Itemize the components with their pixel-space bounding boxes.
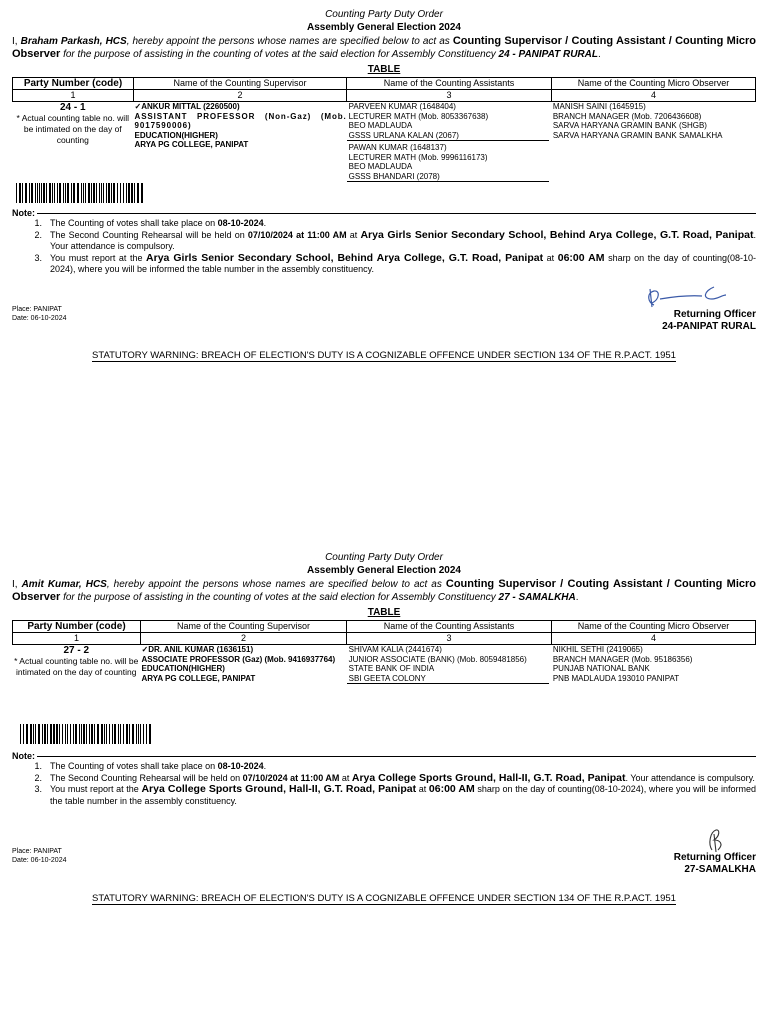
barcode-bar <box>35 724 36 744</box>
barcode-bar <box>89 724 90 744</box>
note-time: 06:00 AM <box>428 783 475 795</box>
note-number: 2. <box>34 229 42 240</box>
assistant-department: BEO MADLAUDA <box>348 121 413 130</box>
note-datetime: 07/10/2024 at 11:00 AM <box>247 229 347 240</box>
barcode-bar <box>86 724 87 744</box>
roles: Counting Supervisor / Couting Assistant / Counting Micro Observer <box>12 35 757 60</box>
duty-order-2 <box>12 552 756 912</box>
barcode-bar <box>138 724 139 744</box>
barcode-bar <box>88 183 90 203</box>
barcode-bar <box>33 724 34 744</box>
col-number: 1 <box>12 632 141 645</box>
table-number-row <box>12 89 756 102</box>
col-number: 4 <box>551 632 756 645</box>
assistant-entry <box>347 102 549 141</box>
barcode-bar <box>123 724 124 744</box>
order-subtitle: Assembly General Election 2024 <box>307 565 461 576</box>
observer-department: SARVA HARYANA GRAMIN BANK (SHGB) <box>552 121 707 130</box>
party-note: * Actual counting table no. will be intimated on the day of counting <box>14 656 139 677</box>
barcode-bar <box>146 724 147 744</box>
note-date: 08-10-2024 <box>217 761 264 771</box>
barcode-bar <box>126 724 128 744</box>
barcode-bar <box>65 183 66 203</box>
barcode-bar <box>49 183 51 203</box>
notes-list <box>12 218 756 276</box>
observer-name: NIKHIL SETHI (2419065) <box>552 645 643 654</box>
barcode-bar <box>104 724 105 744</box>
duty-order-1 <box>12 9 756 369</box>
date-text: Date: 06-10-2024 <box>12 856 67 864</box>
barcode-bar <box>39 183 40 203</box>
barcode-bar <box>30 724 32 744</box>
observer-office: SARVA HARYANA GRAMIN BANK SAMALKHA <box>552 130 723 140</box>
barcode-bar <box>85 183 86 203</box>
barcode-bar <box>47 724 48 744</box>
barcode-bar <box>37 183 38 203</box>
barcode-bar <box>44 724 46 744</box>
ro-title: Returning Officer <box>673 852 756 863</box>
note-venue: Arya College Sports Ground, Hall-II, G.T. Road, Panipat <box>141 783 417 795</box>
note-fragment: at <box>416 784 429 794</box>
barcode-bar <box>128 183 130 203</box>
supervisor-department: EDUCATION(HIGHER) <box>141 664 225 673</box>
barcode-bar <box>70 724 71 744</box>
assistant-designation: LECTURER MATH (Mob. 9996116173) <box>348 152 488 162</box>
barcode-bar <box>141 183 143 203</box>
note-fragment: at <box>339 772 352 783</box>
note-label: Note: <box>12 751 35 761</box>
barcode-bar <box>73 724 74 744</box>
observer-designation: BRANCH MANAGER (Mob. 7206436608) <box>552 111 702 121</box>
col-number: 1 <box>12 89 134 102</box>
barcode-bar <box>112 724 113 744</box>
header-micro-observer: Name of the Counting Micro Observer <box>551 77 756 90</box>
barcode-bar <box>111 183 112 203</box>
barcode-bar <box>79 724 80 744</box>
barcode-bar <box>120 724 121 744</box>
note-number: 3. <box>34 784 42 794</box>
table-row <box>12 645 756 684</box>
barcode-bar <box>26 724 28 744</box>
note-fragment: The Counting of votes shall take place on <box>50 218 218 228</box>
barcode-bar <box>59 724 60 744</box>
barcode-bar <box>54 183 55 203</box>
note-fragment: You must report at the <box>50 784 142 794</box>
constituency: 24 - PANIPAT RURAL <box>498 49 598 60</box>
note-text <box>50 230 756 253</box>
barcode-bar <box>106 724 107 744</box>
barcode-bar <box>109 724 110 744</box>
barcode-bar <box>137 183 139 203</box>
barcode-bar <box>23 724 24 744</box>
barcode-bar <box>101 183 102 203</box>
notes-list <box>12 761 756 807</box>
table-caption: TABLE <box>367 607 401 618</box>
barcode-bar <box>31 183 33 203</box>
barcode-bar <box>129 724 130 744</box>
note-divider <box>37 756 756 757</box>
note-divider <box>37 213 756 214</box>
barcode-bar <box>91 724 93 744</box>
ro-title: Returning Officer <box>673 309 756 320</box>
note-fragment: You must report at the <box>50 252 147 263</box>
barcode-bar <box>52 183 53 203</box>
barcode-bar <box>134 183 135 203</box>
note-item <box>12 253 756 276</box>
header-assistants: Name of the Counting Assistants <box>346 77 552 90</box>
barcode-bar <box>108 183 110 203</box>
ro-constituency: 24-PANIPAT RURAL <box>662 321 756 332</box>
date-text: Date: 06-10-2024 <box>12 314 67 322</box>
barcode-bar <box>149 724 151 744</box>
barcode-bar <box>25 183 27 203</box>
header-party-number: Party Number (code) <box>12 77 134 90</box>
note-text <box>50 253 756 276</box>
barcode-bar <box>136 724 137 744</box>
supervisor-office: ARYA PG COLLEGE, PANIPAT <box>134 140 249 149</box>
barcode-bar <box>140 724 141 744</box>
party-cell <box>12 102 134 182</box>
warning-text: STATUTORY WARNING: BREACH OF ELECTION'S DUTY IS A COGNIZABLE OFFENCE UNDER SECTION 134 OF THE R.P.ACT. 1951 <box>92 350 676 361</box>
assistant-name: SHIVAM KALIA (2441674) <box>348 645 442 654</box>
assistant-office: GSSS URLANA KALAN (2067) <box>348 130 459 140</box>
notes-section <box>12 751 756 807</box>
party-note: * Actual counting table no. will be intimated on the day of counting <box>16 113 129 145</box>
observer-cell <box>551 102 756 182</box>
barcode-bar <box>38 724 40 744</box>
note-fragment: The Second Counting Rehearsal will be held on <box>50 772 243 783</box>
barcode <box>20 724 153 744</box>
ro-constituency: 27-SAMALKHA <box>684 864 756 875</box>
order-title: Counting Party Duty Order <box>325 552 443 563</box>
appointment-text: I, Braham Parkash, HCS, hereby appoint the persons whose names are specified below to act as Counting Supervisor / Couting Assistant / Counting Micro Observer for the purpose of assisting in the counting of votes at the said election for Assembly Constituency 24 - PANIPAT RURAL. <box>12 35 757 60</box>
barcode-bar <box>81 183 82 203</box>
assistant-entry <box>347 645 549 684</box>
assistant-department: STATE BANK OF INDIA <box>348 664 435 673</box>
note-fragment: at <box>543 252 558 263</box>
barcode-bar <box>94 724 95 744</box>
barcode-bar <box>91 183 92 203</box>
barcode-bar <box>73 183 75 203</box>
assistant-name: PARVEEN KUMAR (1648404) <box>348 102 456 111</box>
barcode-bar <box>96 183 97 203</box>
barcode-bar <box>46 183 47 203</box>
barcode-bar <box>81 724 82 744</box>
assistant-name: PAWAN KUMAR (1648137) <box>348 143 447 152</box>
assistant-office: SBI GEETA COLONY <box>348 673 426 683</box>
party-code: 27 - 2 <box>63 645 90 656</box>
supervisor-cell <box>140 645 346 684</box>
barcode-bar <box>22 183 23 203</box>
observer-designation: BRANCH MANAGER (Mob. 95186356) <box>552 654 693 664</box>
barcode-bar <box>118 724 119 744</box>
barcode-bar <box>67 724 68 744</box>
header-micro-observer: Name of the Counting Micro Observer <box>551 620 756 633</box>
header-supervisor: Name of the Counting Supervisor <box>133 77 347 90</box>
supervisor-department: EDUCATION(HIGHER) <box>134 130 218 140</box>
col-number: 2 <box>133 89 347 102</box>
barcode-bar <box>143 724 144 744</box>
barcode-bar <box>123 183 124 203</box>
note-fragment: The Counting of votes shall take place on <box>50 761 218 771</box>
supervisor-designation: ASSOCIATE PROFESSOR (Gaz) (Mob. 9416937764) <box>141 654 336 664</box>
order-title: Counting Party Duty Order <box>325 9 443 20</box>
barcode-bar <box>77 183 79 203</box>
barcode-bar <box>97 724 99 744</box>
note-fragment: at <box>346 229 361 240</box>
barcode-bar <box>63 183 64 203</box>
observer-cell <box>551 645 756 684</box>
note-fragment: sharp on the day of counting(08-10-2024), where you will be informed the table number in the assembly constituency. <box>50 252 756 274</box>
barcode-bar <box>103 183 104 203</box>
note-venue: Arya Girls Senior Secondary School, Behind Arya College, G.T. Road, Panipat <box>360 228 754 241</box>
note-label-wrap <box>12 208 756 218</box>
col-number: 3 <box>346 89 552 102</box>
note-label: Note: <box>12 208 35 218</box>
note-venue: Arya Girls Senior Secondary School, Behind Arya College, G.T. Road, Panipat <box>146 251 544 264</box>
returning-officer <box>674 852 756 876</box>
barcode-bar <box>117 183 118 203</box>
assistants-cell <box>347 645 551 684</box>
observer-office: PNB MADLAUDA 193010 PANIPAT <box>552 673 680 683</box>
note-number: 2. <box>34 772 42 783</box>
col-number: 3 <box>346 632 552 645</box>
barcode-bar <box>42 724 43 744</box>
note-fragment: . Your attendance is compulsory. <box>50 229 756 251</box>
appointment-text: I, Amit Kumar, HCS, hereby appoint the persons whose names are specified below to act as Counting Supervisor / Couting Assistant / Counting Micro Observer for the purpose of assisting in the counting of votes at the said election for Assembly Constituency 27 - SAMALKHA. <box>12 578 756 603</box>
signature-image <box>704 826 728 854</box>
assistant-office: GSSS BHANDARI (2078) <box>348 171 440 181</box>
barcode-bar <box>35 183 36 203</box>
supervisor-name: ✓ANKUR MITTAL (2260500) <box>134 102 240 111</box>
barcode-bar <box>93 183 95 203</box>
note-item <box>12 784 756 807</box>
note-fragment: The Second Counting Rehearsal will be held on <box>50 229 248 240</box>
note-fragment: sharp on the day of counting(08-10-2024), where you will be informed the table number in the assembly constituency. <box>50 784 756 806</box>
table-number-row <box>12 632 756 645</box>
assistant-designation: LECTURER MATH (Mob. 8053367638) <box>348 111 489 121</box>
barcode-bar <box>120 183 121 203</box>
supervisor-name: ✓DR. ANIL KUMAR (1636151) <box>141 645 254 654</box>
barcode-bar <box>62 724 63 744</box>
place-text: Place: PANIPAT <box>12 848 62 855</box>
barcode-bar <box>53 724 55 744</box>
barcode <box>16 183 144 203</box>
table-row <box>12 102 756 182</box>
barcode-bar <box>59 183 61 203</box>
note-date: 08-10-2024 <box>217 218 264 228</box>
barcode-bar <box>106 183 107 203</box>
supervisor-office: ARYA PG COLLEGE, PANIPAT <box>141 673 256 683</box>
officer-name: Braham Parkash, HCS <box>20 36 127 47</box>
barcode-bar <box>67 183 69 203</box>
supervisor-designation: ASSISTANT PROFESSOR (Non-Gaz) (Mob. 9017590006) <box>134 111 347 130</box>
barcode-bar <box>65 724 66 744</box>
barcode-bar <box>29 183 30 203</box>
barcode-bar <box>113 183 115 203</box>
note-number: 3. <box>34 252 42 263</box>
note-label-wrap <box>12 751 756 761</box>
note-number: 1. <box>34 218 42 228</box>
header-supervisor: Name of the Counting Supervisor <box>140 620 347 633</box>
barcode-bar <box>19 183 21 203</box>
party-code: 24 - 1 <box>59 102 86 113</box>
constituency: 27 - SAMALKHA <box>498 592 576 603</box>
barcode-bar <box>114 724 116 744</box>
table-caption: TABLE <box>367 64 401 75</box>
assistant-designation: JUNIOR ASSOCIATE (BANK) (Mob. 8059481856) <box>348 654 527 664</box>
barcode-bar <box>50 724 52 744</box>
returning-officer <box>662 309 756 333</box>
barcode-bar <box>75 724 77 744</box>
note-venue: Arya College Sports Ground, Hall-II, G.T. Road, Panipat <box>351 771 626 784</box>
barcode-bar <box>16 183 17 203</box>
col-number: 2 <box>140 632 347 645</box>
note-item <box>12 230 756 253</box>
warning-text: STATUTORY WARNING: BREACH OF ELECTION'S DUTY IS A COGNIZABLE OFFENCE UNDER SECTION 134 OF THE R.P.ACT. 1951 <box>92 893 676 904</box>
col-number: 4 <box>551 89 756 102</box>
note-fragment: . <box>263 218 267 228</box>
barcode-bar <box>126 183 127 203</box>
barcode-bar <box>99 183 100 203</box>
order-subtitle: Assembly General Election 2024 <box>307 22 461 33</box>
barcode-bar <box>83 724 85 744</box>
note-fragment: . <box>263 761 267 771</box>
barcode-bar <box>57 183 58 203</box>
barcode-bar <box>43 183 45 203</box>
place-date <box>12 306 66 323</box>
barcode-bar <box>56 724 58 744</box>
place-text: Place: PANIPAT <box>12 306 62 313</box>
statutory-warning <box>12 893 756 904</box>
statutory-warning <box>12 350 756 361</box>
barcode-bar <box>71 183 72 203</box>
supervisor-cell <box>134 102 347 182</box>
place-date <box>12 848 66 865</box>
note-time: 06:00 AM <box>557 251 605 264</box>
assistant-department: BEO MADLAUDA <box>348 162 413 171</box>
notes-section <box>12 208 756 276</box>
assistants-cell <box>347 102 551 182</box>
header-assistants: Name of the Counting Assistants <box>346 620 552 633</box>
observer-department: PUNJAB NATIONAL BANK <box>552 664 650 673</box>
officer-name: Amit Kumar, HCS <box>21 579 107 590</box>
note-datetime: 07/10/2024 at 11:00 AM <box>242 772 340 783</box>
barcode-bar <box>83 183 84 203</box>
barcode-bar <box>101 724 103 744</box>
barcode-bar <box>131 183 133 203</box>
assistant-entry <box>347 143 549 182</box>
note-fragment: . Your attendance is compulsory. <box>625 772 755 783</box>
party-cell <box>12 645 140 684</box>
note-number: 1. <box>34 761 42 771</box>
barcode-bar <box>20 724 21 744</box>
barcode-bar <box>132 724 134 744</box>
header-party-number: Party Number (code) <box>12 620 141 633</box>
roles: Counting Supervisor / Couting Assistant / Counting Micro Observer <box>12 578 756 603</box>
note-text <box>50 784 756 807</box>
observer-name: MANISH SAINI (1645915) <box>552 102 646 111</box>
barcode-bar <box>41 183 42 203</box>
